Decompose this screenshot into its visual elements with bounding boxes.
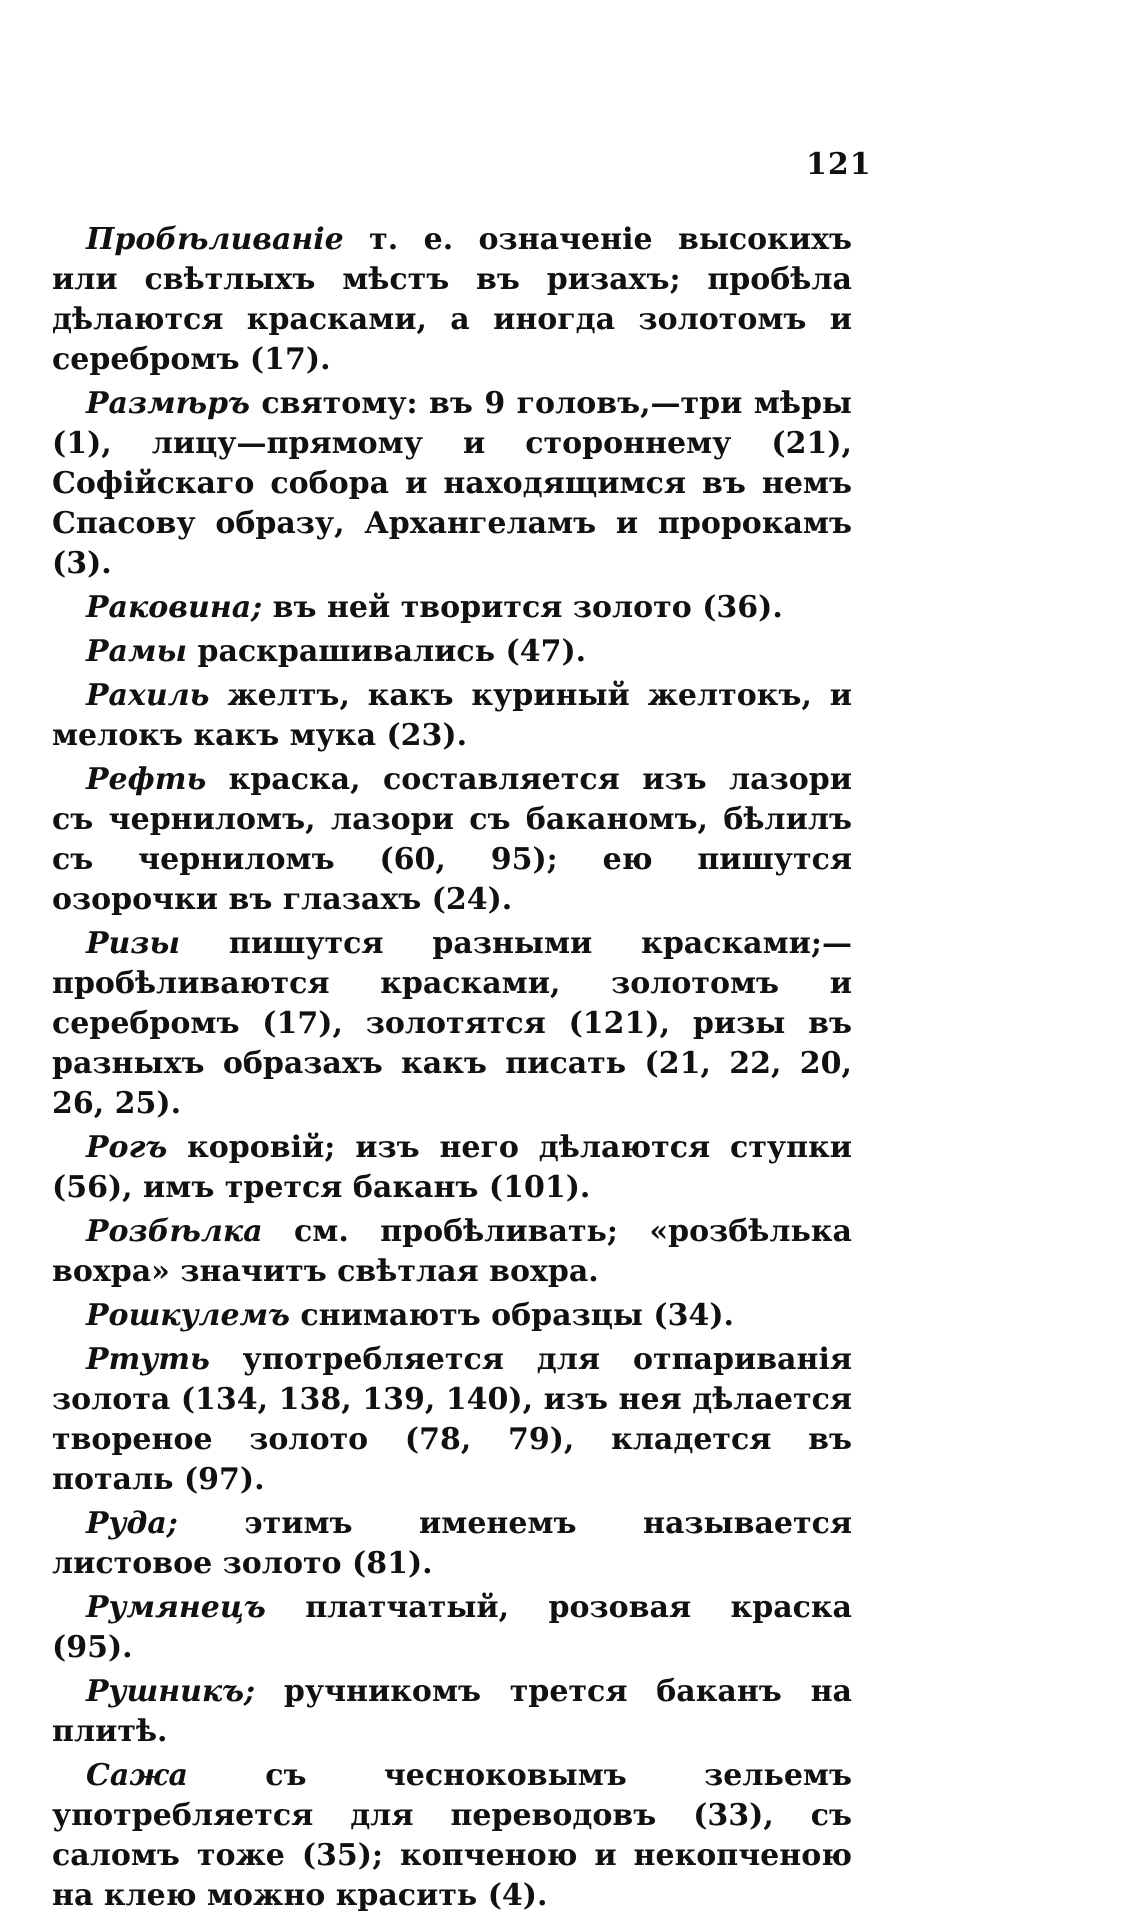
entry [52, 220, 852, 380]
entry [52, 760, 852, 920]
entry [52, 588, 852, 628]
entry-term: Розбѣлка [86, 1214, 263, 1249]
entry-term: Рахиль [86, 678, 210, 713]
entry-text: коровій; изъ него дѣлаются ступки (56), имъ трется баканъ (101). [52, 1130, 852, 1205]
entry-term: Рошкулемъ [86, 1298, 290, 1333]
entry-term: Рогъ [86, 1130, 168, 1165]
entry-term: Руда; [86, 1506, 178, 1541]
dictionary-entries [52, 220, 852, 1920]
entry-text: въ ней творится золото (36). [262, 590, 783, 625]
entry-text: раскрашивались (47). [187, 634, 587, 669]
entry-text: платчатый, розовая краска (95). [52, 1590, 852, 1665]
entry-term: Рефть [86, 762, 207, 797]
entry [52, 384, 852, 584]
entry-term: Ризы [86, 926, 181, 961]
entry-term: Рамы [86, 634, 188, 669]
entry-text: снимаютъ образцы (34). [289, 1298, 735, 1333]
entry-text: ручникомъ трется баканъ на плитѣ. [52, 1674, 852, 1749]
entry-text: см. пробѣливать; «розбѣлька вохра» значитъ свѣтлая вохра. [52, 1214, 852, 1289]
entry-text: святому: въ 9 головъ,—три мѣры (1), лицу—прямому и стороннему (21), Софійскаго собора и находящимся въ немъ Спасову образу, Архангеламъ и пророкамъ (3). [52, 386, 852, 581]
entry [52, 1296, 852, 1336]
entry-text: т. е. означеніе высокихъ или свѣтлыхъ мѣстъ въ ризахъ; пробѣла дѣлаются красками, а иногда золотомъ и серебромъ (17). [52, 222, 852, 377]
entry-text: съ чесноковымъ зельемъ употребляется для переводовъ (33), съ саломъ тоже (35); копченою и некопченою на клею можно красить (4). [52, 1758, 852, 1913]
entry [52, 1588, 852, 1668]
entry-term: Раковина; [86, 590, 263, 625]
entry [52, 1340, 852, 1500]
entry-text: пишутся разными красками;—пробѣливаются красками, золотомъ и серебромъ (17), золотятся (121), ризы въ разныхъ образахъ какъ писать (21, 22, 20, 26, 25). [52, 926, 852, 1121]
entry-text: этимъ именемъ называется листовое золото (81). [52, 1506, 852, 1581]
entry [52, 1128, 852, 1208]
entry [52, 924, 852, 1124]
entry [52, 1212, 852, 1292]
entry-text: желтъ, какъ куриный желтокъ, и мелокъ какъ мука (23). [52, 678, 852, 753]
entry-term: Пробѣливаніе [86, 222, 344, 257]
entry-term: Размѣръ [86, 386, 250, 421]
page-number: 121 [806, 147, 872, 182]
entry-text: употребляется для отпариванія золота (134, 138, 139, 140), изъ нея дѣлается твореное золото (78, 79), кладется въ поталь (97). [52, 1342, 852, 1497]
entry-term: Рушникъ; [86, 1674, 256, 1709]
entry [52, 676, 852, 756]
entry [52, 1756, 852, 1916]
entry [52, 1672, 852, 1752]
entry-term: Сажа [86, 1758, 188, 1793]
entry-term: Румянецъ [86, 1590, 266, 1625]
entry-text: краска, составляется изъ лазори съ черниломъ, лазори съ баканомъ, бѣлилъ съ черниломъ (60, 95); ею пишутся озорочки въ глазахъ (24). [52, 762, 852, 917]
entry [52, 1504, 852, 1584]
entry [52, 632, 852, 672]
entry-term: Ртуть [86, 1342, 210, 1377]
